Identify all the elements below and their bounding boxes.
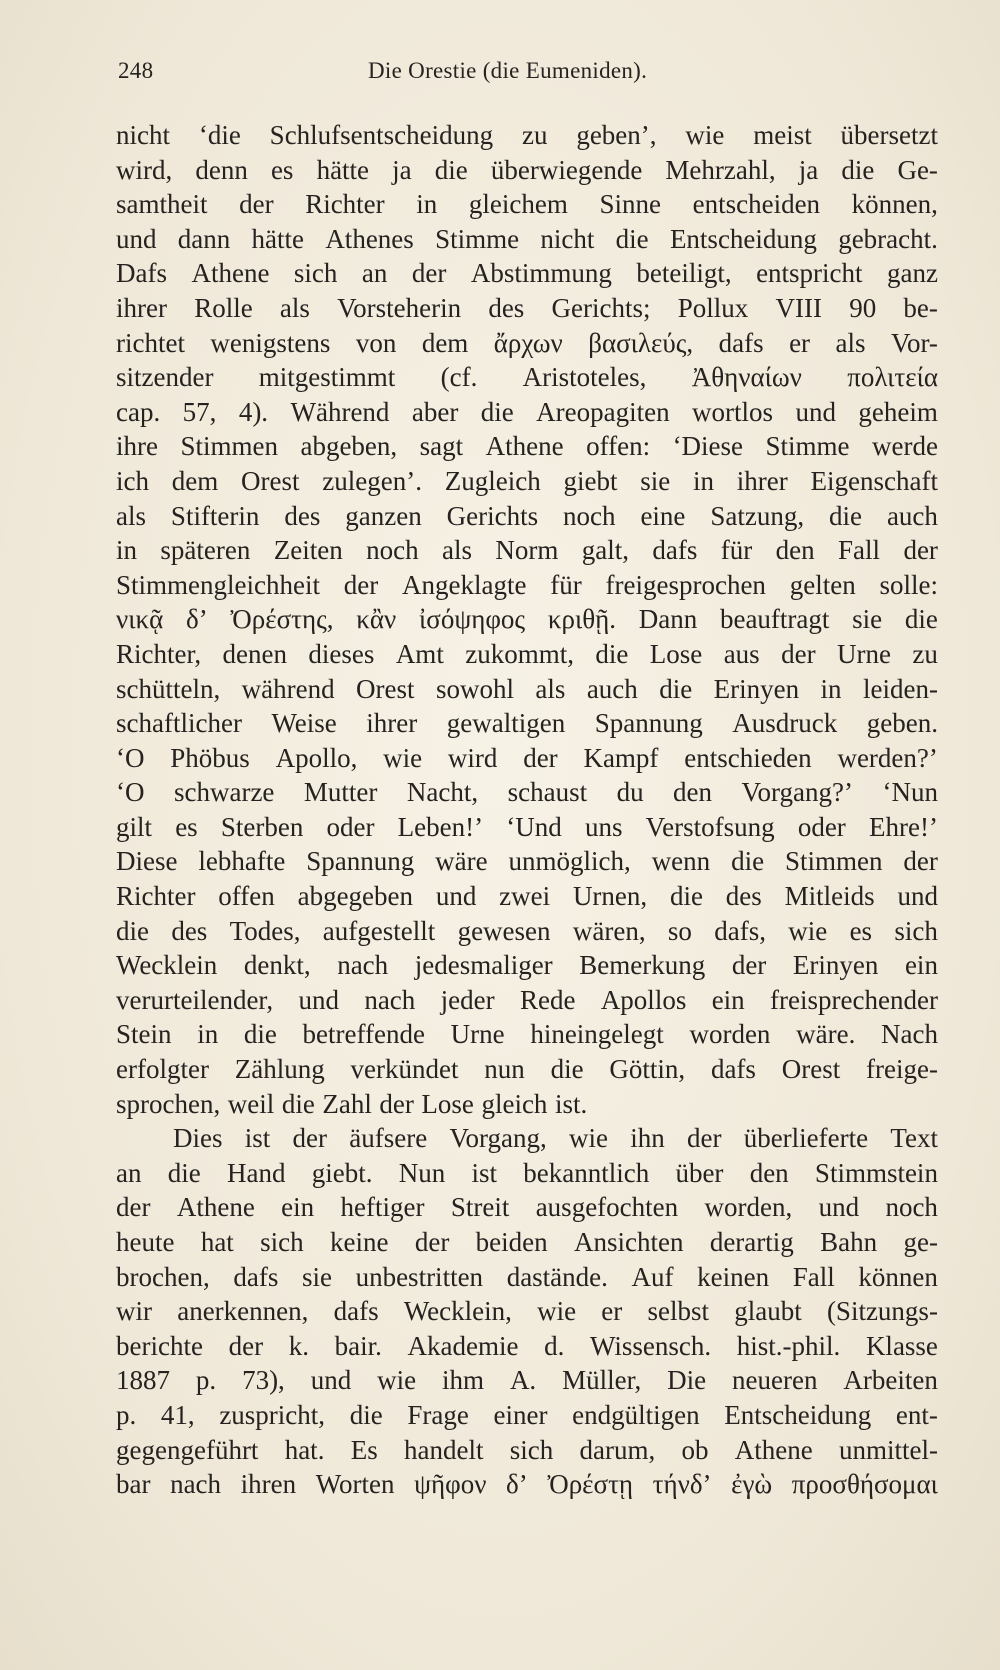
- running-title: Die Orestie (die Eumeniden).: [368, 58, 648, 83]
- text-line: Dafs Athene sich an der Abstimmung beteiligt, entspricht ganz: [116, 258, 938, 289]
- text-line: wird, denn es hätte ja die überwiegende Mehrzahl, ja die Ge-: [116, 154, 938, 185]
- text-line: an die Hand giebt. Nun ist bekanntlich über den Stimmstein: [116, 1157, 938, 1188]
- text-line: als Stifterin des ganzen Gerichts noch eine Satzung, die auch: [116, 500, 938, 531]
- text-line: 1887 p. 73), und wie ihm A. Müller, Die neueren Arbeiten: [116, 1365, 938, 1396]
- body-text: [116, 118, 938, 1502]
- text-line: schaftlicher Weise ihrer gewaltigen Spannung Ausdruck geben.: [116, 708, 938, 739]
- text-line: schütteln, während Orest sowohl als auch die Erinyen in leiden-: [116, 673, 938, 704]
- text-line: richtet wenigstens von dem ἄρχων βασιλεύς, dafs er als Vor-: [116, 327, 938, 358]
- text-line: Stimmengleichheit der Angeklagte für freigesprochen gelten solle:: [116, 569, 938, 600]
- text-line: heute hat sich keine der beiden Ansichten derartig Bahn ge-: [116, 1227, 938, 1257]
- text-line: Diese lebhafte Spannung wäre unmöglich, wenn die Stimmen der: [116, 846, 938, 877]
- text-line: samtheit der Richter in gleichem Sinne entscheiden können,: [116, 189, 938, 220]
- text-line: Stein in die betreffende Urne hineingelegt worden wäre. Nach: [116, 1019, 938, 1050]
- text-line: wir anerkennen, dafs Wecklein, wie er selbst glaubt (Sitzungs-: [116, 1296, 938, 1327]
- text-line: ‘O Phöbus Apollo, wie wird der Kampf entschieden werden?’: [116, 742, 938, 773]
- text-line: ihre Stimmen abgeben, sagt Athene offen: ‘Diese Stimme werde: [116, 431, 938, 462]
- text-line: der Athene ein heftiger Streit ausgefochten worden, und noch: [116, 1192, 938, 1223]
- text-line: die des Todes, aufgestellt gewesen wären, so dafs, wie es sich: [116, 915, 938, 946]
- text-line: p. 41, zuspricht, die Frage einer endgültigen Entscheidung ent-: [116, 1399, 938, 1430]
- text-line: νικᾷ δ’ Ὀρέστης, κἂν ἰσόψηφος κριθῇ. Dann beauftragt sie die: [116, 604, 938, 635]
- text-line: ich dem Orest zulegen’. Zugleich giebt sie in ihrer Eigenschaft: [116, 465, 938, 496]
- text-line: Richter offen abgegeben und zwei Urnen, die des Mitleids und: [116, 881, 938, 912]
- text-line: Richter, denen dieses Amt zukommt, die Lose aus der Urne zu: [116, 638, 938, 669]
- text-line: ihrer Rolle als Vorsteherin des Gerichts; Pollux VIII 90 be-: [116, 292, 938, 323]
- text-line: brochen, dafs sie unbestritten dastände. Auf keinen Fall können: [116, 1261, 938, 1292]
- text-line: gegengeführt hat. Es handelt sich darum, ob Athene unmittel-: [116, 1434, 938, 1465]
- page-header: [118, 58, 933, 94]
- text-line: sprochen, weil die Zahl der Lose gleich ist.: [116, 1088, 588, 1119]
- text-line: bar nach ihren Worten ψῆφον δ’ Ὀρέστῃ τήνδ’ ἐγὼ προσθήσομαι: [116, 1469, 938, 1500]
- page-number: 248: [118, 58, 154, 83]
- text-line: in späteren Zeiten noch als Norm galt, dafs für den Fall der: [116, 535, 938, 566]
- text-line: berichte der k. bair. Akademie d. Wissensch. hist.-phil. Klasse: [116, 1330, 938, 1361]
- text-line: Wecklein denkt, nach jedesmaliger Bemerkung der Erinyen ein: [116, 950, 938, 981]
- text-line: und dann hätte Athenes Stimme nicht die Entscheidung gebracht.: [116, 223, 938, 254]
- text-line: ‘O schwarze Mutter Nacht, schaust du den Vorgang?’ ‘Nun: [116, 777, 938, 808]
- text-line: verurteilender, und nach jeder Rede Apollos ein freisprechender: [116, 984, 938, 1015]
- text-line: cap. 57, 4). Während aber die Areopagiten wortlos und geheim: [116, 396, 938, 427]
- text-line: gilt es Sterben oder Leben!’ ‘Und uns Verstofsung oder Ehre!’: [116, 811, 938, 842]
- text-line: erfolgter Zählung verkündet nun die Göttin, dafs Orest freige-: [116, 1054, 938, 1085]
- text-line: Dies ist der äufsere Vorgang, wie ihn der überlieferte Text: [173, 1123, 938, 1154]
- text-line: nicht ‘die Schlufsentscheidung zu geben’, wie meist übersetzt: [116, 120, 938, 150]
- text-line: sitzender mitgestimmt (cf. Aristoteles, Ἀθηναίων πολιτεία: [116, 362, 938, 393]
